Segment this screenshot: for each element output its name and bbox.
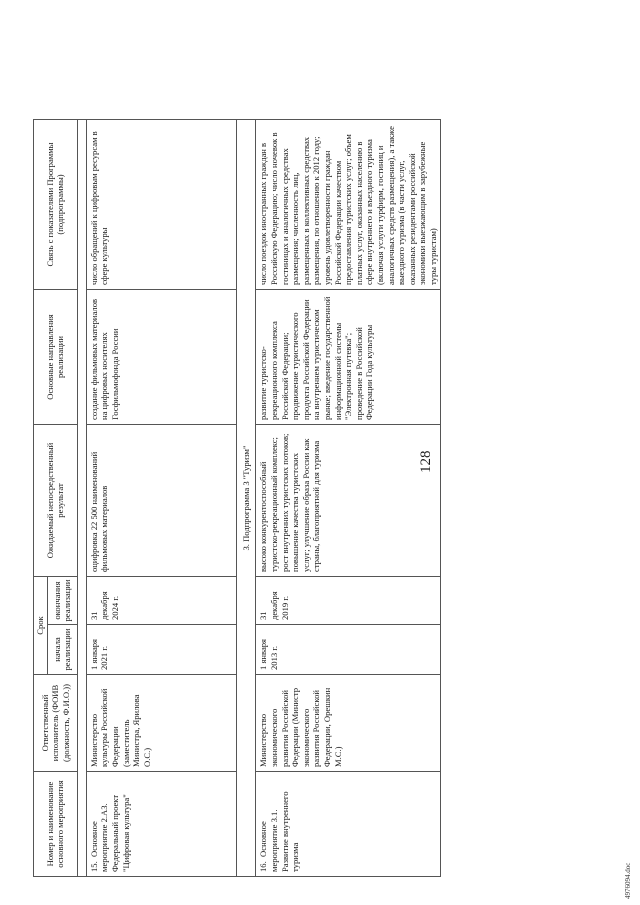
row-indicators: число обращений к цифровым ресурсам в сфере культуры [86,120,236,290]
row-name: Основное мероприятие 2.А3. Федеральный проект "Цифровая культура" [88,794,131,872]
header-term: Срок [34,577,48,675]
row-result: высоко конкурентоспособный туристско-рекреационный комплекс; рост внутренних туристских потоков; повышение качества туристских услуг; улучшение образа России как страны, благоприятной для туризма [256,425,441,577]
header-responsible: Ответственный исполнитель (ФОИВ (должность, Ф.И.О.)) [34,675,78,772]
row-directions: развитие туристско-рекреационного комплекса Российской Федерации; продвижение туристического продукта Российской Федерации на внутреннем туристическом рынке; введение государственной информационной системы "Электронная путевка"; проведение в Российской Федерации Года культуры [256,290,441,425]
row-result: оцифровка 22 500 наименований фильмовых материалов [86,425,236,577]
header-directions: Основные направления реализации [34,290,78,425]
row-directions: создание фильмовых материалов на цифровых носителях Госфильмофонда России [86,290,236,425]
row-number: 15. [88,861,99,872]
row-responsible: Министерство экономического развития Российской Федерации (Министр экономического развития Российской Федерации, Орешкин М.С.) [256,675,441,772]
header-indicators: Связь с показателями Программы (подпрограммы) [34,120,78,290]
subprogram-row [236,120,256,877]
table-row [256,120,441,877]
row-number: 16. [258,861,269,872]
header-end: окончания реализации [47,577,77,625]
row-start: 1 января 2013 г. [256,625,441,675]
subprogram-title: 3. Подпрограмма 3 "Туризм" [236,120,256,877]
row-indicators: число поездок иностранных граждан в Российскую Федерацию; число ночевок в гостиницах и аналогичных средствах размещения; численность лиц, размещенных в коллективных средствах размещения, по отношению к 2012 году; уровень удовлетворенности граждан Российской Федерации качеством предоставления туристских услуг; объем платных услуг, оказанных населению в сфере внутреннего и въездного туризма (включая услуги турфирм, гостиниц и аналогичных средств размещения), а также выездного туризма (в части услуг, оказанных резидентами российской экономики выезжающим в зарубежные туры туристам) [256,120,441,290]
header-row [34,120,48,877]
row-responsible: Министерство культуры Российской Федерации (заместитель Министра, Ярилова О.С.) [86,675,236,772]
header-result: Ожидаемый непосредственный результат [34,425,78,577]
row-start: 1 января 2021 г. [86,625,236,675]
footer-code: 4976094.doc [624,862,632,899]
header-start: начала реализации [47,625,77,675]
row-number-name [86,772,236,877]
page-number: 128 [418,450,434,473]
header-number-name: Номер и наименование основного мероприятия [34,772,78,877]
row-end: 31 декабря 2019 г. [256,577,441,625]
activities-table [33,119,441,877]
row-end: 31 декабря 2024 г. [86,577,236,625]
row-number-name [256,772,441,877]
table-row [86,120,236,877]
row-name: Основное мероприятие 3.1. Развитие внутреннего туризма [258,791,301,872]
